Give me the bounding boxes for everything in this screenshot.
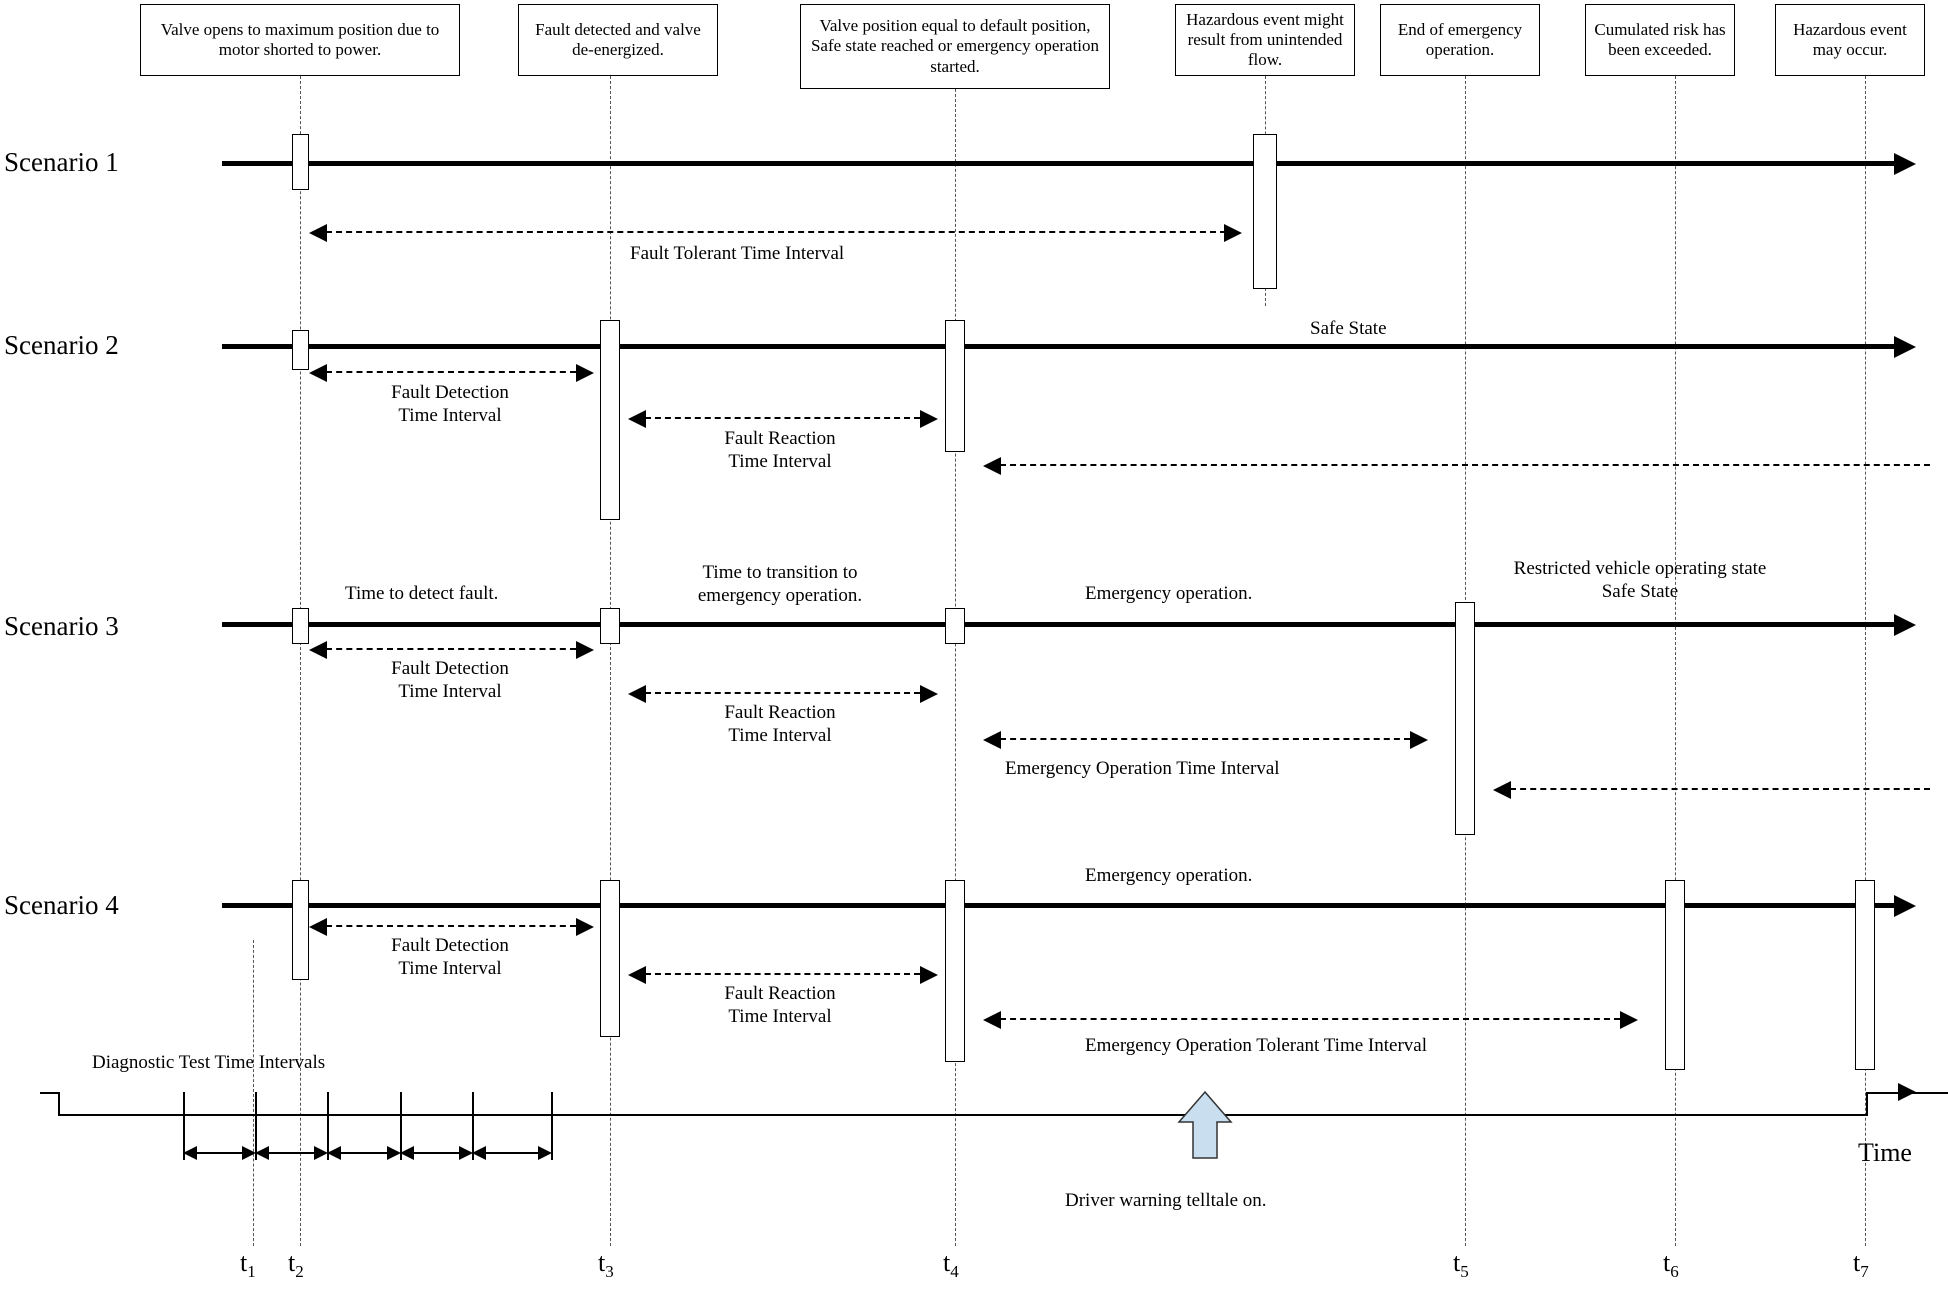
event-box-2-label: Fault detected and valve de-energized.: [535, 19, 701, 59]
s4-emergency-tolerant-label: Emergency Operation Tolerant Time Interval: [1085, 1035, 1427, 1056]
diagnostic-interval-2-line: [264, 1152, 318, 1154]
s2-safe-state-arrow-left-icon: [983, 457, 1001, 475]
s4-emergency-tolerant-line: [1000, 1018, 1620, 1020]
s3-fault-reaction-label: [660, 702, 900, 748]
s3-safe-state-line: [1510, 788, 1930, 790]
scenario-2-timeline: [222, 344, 1894, 349]
diagnostic-test-label: Diagnostic Test Time Intervals: [92, 1052, 326, 1073]
time-mark-t3-base: t: [598, 1248, 606, 1277]
time-mark-t6: [1663, 1248, 1679, 1282]
event-box-3-label: Valve position equal to default position, Safe state reached or emergency operation started.: [810, 16, 1100, 76]
time-mark-t3-sub: 3: [605, 1262, 614, 1282]
guide-line-t6: [1675, 76, 1676, 1246]
time-mark-t5-base: t: [1453, 1248, 1461, 1277]
s4-fault-reaction-arrow-right-icon: [920, 966, 938, 984]
s2-fault-detection-line2: Time Interval: [398, 404, 502, 426]
scenario-4-marker-t4: [945, 880, 965, 1062]
diagnostic-interval-3-arrow-right-icon: [387, 1146, 401, 1160]
s3-fault-detection-arrow-left-icon: [309, 641, 327, 659]
s3-fault-reaction-line1: Fault Reaction: [724, 702, 836, 723]
scenario-4-arrowhead-icon: [1894, 895, 1916, 917]
event-box-7-label: Hazardous event may occur.: [1793, 19, 1907, 59]
event-box-6-label: Cumulated risk has been exceeded.: [1594, 19, 1726, 59]
s2-fault-detection-arrow-left-icon: [309, 364, 327, 382]
bottom-axis-step-vertical-right: [1866, 1092, 1868, 1116]
scenario-4-marker-t7: [1855, 880, 1875, 1070]
time-mark-t7: [1853, 1248, 1869, 1282]
time-mark-t6-base: t: [1663, 1248, 1671, 1277]
time-mark-t4-base: t: [943, 1248, 951, 1277]
s2-fault-detection-line: [326, 371, 576, 373]
s2-fault-reaction-arrow-right-icon: [920, 410, 938, 428]
diagnostic-interval-1-arrow-right-icon: [242, 1146, 256, 1160]
s3-emergency-operation-line: [1000, 738, 1410, 740]
s4-fault-detection-arrow-right-icon: [576, 918, 594, 936]
s2-fault-reaction-line: [645, 417, 920, 419]
s2-fault-detection-arrow-right-icon: [576, 364, 594, 382]
s3-emergency-arrow-right-icon: [1410, 731, 1428, 749]
s4-fault-reaction-line2: Time Interval: [728, 1005, 832, 1027]
bottom-axis-step-vertical: [58, 1092, 60, 1116]
diagnostic-interval-2-arrow-right-icon: [314, 1146, 328, 1160]
s2-safe-state-line: [1000, 464, 1930, 466]
scenario-1-label: Scenario 1: [4, 147, 119, 177]
diagnostic-interval-5-arrow-right-icon: [538, 1146, 552, 1160]
guide-line-t3: [610, 76, 611, 1246]
time-mark-t1-base: t: [240, 1248, 248, 1277]
time-mark-t2-base: t: [288, 1248, 296, 1277]
fault-tolerant-arrow-left-icon: [309, 224, 327, 242]
s3-fault-reaction-arrow-left-icon: [628, 685, 646, 703]
s4-fault-reaction-arrow-left-icon: [628, 966, 646, 984]
time-mark-t1-sub: 1: [247, 1262, 256, 1282]
restricted-state-line2: Safe State: [1601, 580, 1679, 602]
s4-fault-reaction-label: [660, 983, 900, 1029]
scenario-4-marker-t2: [292, 880, 309, 980]
time-mark-t7-sub: 7: [1860, 1262, 1869, 1282]
driver-warning-up-arrow-icon: [1175, 1090, 1235, 1160]
scenario-4-timeline: [222, 903, 1894, 908]
s4-fault-detection-line1: Fault Detection: [391, 935, 509, 956]
s2-fault-detection-label: [350, 382, 550, 428]
scenario-2-marker-t3: [600, 320, 620, 520]
event-box-1: [140, 4, 460, 76]
s4-fault-detection-line: [326, 925, 576, 927]
event-box-5-label: End of emergency operation.: [1397, 19, 1523, 59]
s2-fault-reaction-line1: Fault Reaction: [724, 428, 836, 449]
time-mark-t2-sub: 2: [295, 1262, 304, 1282]
s3-fault-detection-line2: Time Interval: [398, 680, 502, 702]
scenario-1-arrowhead-icon: [1894, 153, 1916, 175]
scenario-3-marker-t2: [292, 608, 309, 644]
event-box-3: [800, 4, 1110, 89]
s3-fault-reaction-arrow-right-icon: [920, 685, 938, 703]
scenario-4-label: Scenario 4: [4, 890, 119, 920]
diagnostic-interval-4-arrow-right-icon: [459, 1146, 473, 1160]
s4-emergency-tolerant-arrow-right-icon: [1620, 1011, 1638, 1029]
time-mark-t5: [1453, 1248, 1469, 1282]
diagnostic-interval-1-line: [192, 1152, 246, 1154]
time-to-transition-line2: emergency operation.: [697, 584, 863, 606]
time-to-transition-label: [640, 562, 920, 608]
s3-emergency-operation-label: Emergency Operation Time Interval: [1005, 758, 1280, 779]
event-box-2: [518, 4, 718, 76]
bottom-axis-line: [58, 1114, 1868, 1116]
s4-fault-reaction-line1: Fault Reaction: [724, 983, 836, 1004]
scenario-3-timeline: [222, 622, 1894, 627]
time-mark-t1: [240, 1248, 256, 1282]
s2-fault-reaction-line2: Time Interval: [728, 450, 832, 472]
diagnostic-interval-4-arrow-left-icon: [400, 1146, 414, 1160]
diagnostic-interval-3-line: [336, 1152, 391, 1154]
s3-fault-detection-label: [350, 658, 550, 704]
s3-fault-detection-arrow-right-icon: [576, 641, 594, 659]
s4-fault-reaction-line: [645, 973, 920, 975]
s4-emergency-tolerant-arrow-left-icon: [983, 1011, 1001, 1029]
guide-line-t7: [1865, 76, 1866, 1246]
scenario-2-label: Scenario 2: [4, 330, 119, 360]
event-box-4-label: Hazardous event might result from unintended flow.: [1186, 9, 1344, 70]
bottom-axis-arrowhead-icon: [1898, 1083, 1916, 1101]
guide-line-t1: [253, 940, 254, 1246]
s4-fault-detection-line2: Time Interval: [398, 957, 502, 979]
time-mark-t6-sub: 6: [1670, 1262, 1679, 1282]
fault-tolerant-interval-line: [326, 231, 1226, 233]
safe-state-s2-label: Safe State: [1310, 318, 1387, 339]
scenario-3-marker-t3: [600, 608, 620, 644]
restricted-state-label: [1440, 558, 1840, 604]
emergency-operation-s3-label: Emergency operation.: [1085, 583, 1253, 604]
s3-fault-reaction-line2: Time Interval: [728, 724, 832, 746]
fault-tolerant-arrow-right-icon: [1224, 224, 1242, 242]
time-mark-t7-base: t: [1853, 1248, 1861, 1277]
s3-emergency-arrow-left-icon: [983, 731, 1001, 749]
s4-fault-detection-arrow-left-icon: [309, 918, 327, 936]
event-box-5: [1380, 4, 1540, 76]
event-box-4: [1175, 4, 1355, 76]
scenario-4-marker-t3: [600, 880, 620, 1037]
scenario-3-label: Scenario 3: [4, 611, 119, 641]
s2-fault-detection-line1: Fault Detection: [391, 382, 509, 403]
scenario-2-marker-t2: [292, 330, 309, 370]
time-to-transition-line1: Time to transition to: [702, 562, 858, 583]
scenario-4-marker-t6: [1665, 880, 1685, 1070]
restricted-state-line1: Restricted vehicle operating state: [1513, 558, 1767, 579]
diagnostic-interval-2-arrow-left-icon: [255, 1146, 269, 1160]
guide-line-t4: [955, 89, 956, 1246]
event-box-7: [1775, 4, 1925, 76]
diagnostic-interval-1-arrow-left-icon: [183, 1146, 197, 1160]
time-axis-label: Time: [1858, 1138, 1912, 1167]
scenario-1-marker-t2: [292, 134, 309, 190]
event-box-6: [1585, 4, 1735, 76]
event-box-1-label: Valve opens to maximum position due to motor shorted to power.: [160, 19, 440, 59]
time-mark-t4: [943, 1248, 959, 1282]
scenario-2-arrowhead-icon: [1894, 336, 1916, 358]
emergency-operation-s4-label: Emergency operation.: [1085, 865, 1253, 886]
scenario-3-arrowhead-icon: [1894, 614, 1916, 636]
s3-fault-reaction-line: [645, 692, 920, 694]
scenario-1-marker-hazard: [1253, 134, 1277, 289]
scenario-1-timeline: [222, 161, 1894, 166]
time-mark-t2: [288, 1248, 304, 1282]
scenario-3-marker-t4: [945, 608, 965, 644]
scenario-2-marker-t4: [945, 320, 965, 452]
diagnostic-interval-5-line: [481, 1152, 543, 1154]
diagnostic-interval-3-arrow-left-icon: [327, 1146, 341, 1160]
bottom-axis-step-top: [40, 1092, 60, 1094]
s3-fault-detection-line: [326, 648, 576, 650]
s2-fault-reaction-arrow-left-icon: [628, 410, 646, 428]
time-to-detect-label: Time to detect fault.: [345, 583, 499, 604]
scenario-3-marker-t5: [1455, 602, 1475, 835]
s4-fault-detection-label: [350, 935, 550, 981]
s2-fault-reaction-label: [660, 428, 900, 474]
time-mark-t5-sub: 5: [1460, 1262, 1469, 1282]
time-mark-t4-sub: 4: [950, 1262, 959, 1282]
s3-fault-detection-line1: Fault Detection: [391, 658, 509, 679]
diagnostic-interval-4-line: [409, 1152, 463, 1154]
fault-tolerant-interval-label: Fault Tolerant Time Interval: [630, 243, 845, 264]
s3-safe-state-arrow-left-icon: [1493, 781, 1511, 799]
time-mark-t3: [598, 1248, 614, 1282]
diagnostic-interval-5-arrow-left-icon: [472, 1146, 486, 1160]
driver-warning-label: Driver warning telltale on.: [1065, 1190, 1267, 1211]
